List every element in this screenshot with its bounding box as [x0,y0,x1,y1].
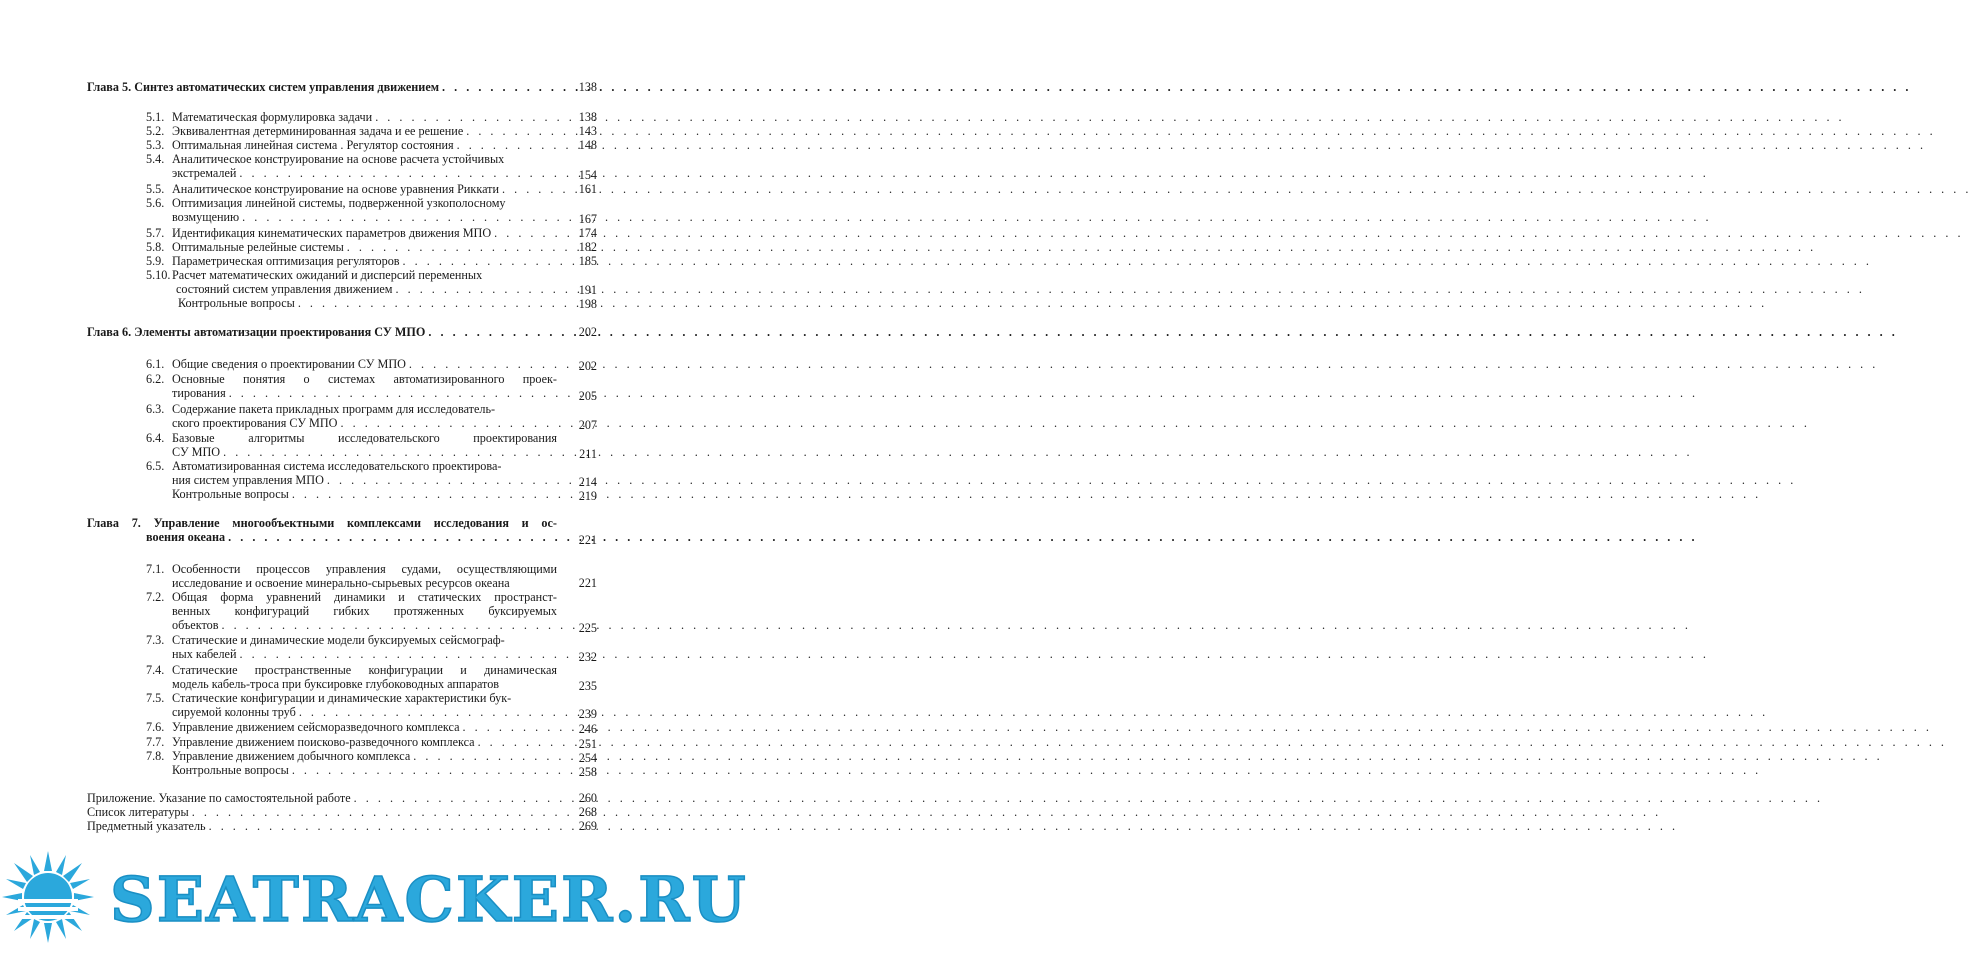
toc-entry-6-2[interactable]: 6.2. Основные понятия о системах автоматизированного проек- [146,372,557,386]
toc-entry-5-6-cont[interactable]: возмущению . . . [172,210,557,224]
toc-entry-6-4[interactable]: 6.4. Базовые алгоритмы исследовательского проектирования [146,431,557,445]
toc-entry-5-7[interactable]: 5.7. Идентификация кинематических параметров движения МПО . . . [146,226,557,240]
toc-page-number: 185 [578,254,597,268]
toc-entry-7-1-cont[interactable]: исследование и освоение минерально-сырьевых ресурсов океана [172,576,510,590]
toc-entry-7-4[interactable]: 7.4. Статические пространственные конфигурации и динамическая [146,663,557,677]
toc-page-number: 143 [578,124,597,138]
chapter-7-heading-cont[interactable]: воения океана . . . [146,530,557,544]
toc-page-number: 260 [578,791,597,805]
chapter-5-page: 138 [578,80,597,94]
toc-entry-7-7[interactable]: 7.7. Управление движением поисково-разведочного комплекса . . . [146,735,557,749]
toc-page-number: 246 [578,722,597,736]
toc-entry-5-8[interactable]: 5.8. Оптимальные релейные системы . . . [146,240,557,254]
toc-page-number: 221 [578,576,597,590]
toc-entry-6-5[interactable]: 6.5. Автоматизированная система исследовательского проектирова- [146,459,502,473]
toc-entry-7-2[interactable]: 7.2. Общая форма уравнений динамики и статических пространст- [146,590,557,604]
toc-page-number: 191 [578,283,597,297]
toc-entry-5-4[interactable]: 5.4. Аналитическое конструирование на основе расчета устойчивых [146,152,505,166]
toc-entry-7-3[interactable]: 7.3. Статические и динамические модели буксируемых сейсмограф- [146,633,505,647]
toc-entry-5-5[interactable]: 5.5. Аналитическое конструирование на основе уравнения Риккати . . . [146,182,557,196]
toc-page-number: 182 [578,240,597,254]
sun-icon [2,851,94,943]
toc-page-number: 219 [578,489,597,503]
toc-page-number: 251 [578,737,597,751]
chapter-7-page: 221 [578,533,597,547]
toc-page-number: 232 [578,650,597,664]
toc-page-number: 205 [578,389,597,403]
chapter-6-page: 202 [578,325,597,339]
toc-page-number: 174 [578,226,597,240]
toc-page-number: 258 [578,765,597,779]
toc-entry-5-10[interactable]: 5.10. Расчет математических ожиданий и дисперсий переменных [146,268,483,282]
toc-page-number: 167 [578,212,597,226]
toc-page [0,0,748,953]
toc-page-number: 214 [578,475,597,489]
chapter-5-heading[interactable]: Глава 5. Синтез автоматических систем управления движением . . . [87,80,557,94]
toc-entry-7-5-cont[interactable]: сируемой колонны труб . . . [172,705,557,719]
toc-entry-7-3-cont[interactable]: ных кабелей . . . [172,647,557,661]
toc-entry-7-8[interactable]: 7.8. Управление движением добычного комплекса . . . [146,749,557,763]
watermark-text: SEATRACKER.RU [110,863,748,936]
toc-page-number: 161 [578,182,597,196]
toc-entry-7-6[interactable]: 7.6. Управление движением сейсморазведочного комплекса . . . [146,720,557,734]
toc-entry-ch7-control[interactable]: Контрольные вопросы . . . [172,763,557,777]
toc-page-number: 202 [578,359,597,373]
toc-page-number: 198 [578,297,597,311]
toc-entry-6-3-cont[interactable]: ского проектирования СУ МПО . . . [172,416,557,430]
toc-entry-6-2-cont[interactable]: тирования . . . [172,386,557,400]
toc-entry-7-1[interactable]: 7.1. Особенности процессов управления судами, осуществляющими [146,562,557,576]
toc-entry-7-2-cont2[interactable]: объектов . . . [172,618,557,632]
toc-entry-6-4-cont[interactable]: СУ МПО . . . [172,445,557,459]
toc-page-number: 148 [578,138,597,152]
toc-entry-5-2[interactable]: 5.2. Эквивалентная детерминированная задача и ее решение . . . [146,124,557,138]
toc-page-number: 268 [578,805,597,819]
chapter-6-heading[interactable]: Глава 6. Элементы автоматизации проектирования СУ МПО . . . [87,325,557,339]
toc-page-number: 154 [578,168,597,182]
chapter-7-heading[interactable]: Глава 7. Управление многообъектными комплексами исследования и ос- [87,516,557,530]
toc-entry-5-6[interactable]: 5.6. Оптимизация линейной системы, подверженной узкополосному [146,196,506,210]
toc-entry-7-5[interactable]: 7.5. Статические конфигурации и динамические характеристики бук- [146,691,512,705]
toc-entry-6-1[interactable]: 6.1. Общие сведения о проектировании СУ МПО . . . [146,357,557,371]
toc-entry-6-3[interactable]: 6.3. Содержание пакета прикладных программ для исследователь- [146,402,496,416]
toc-page-number: 235 [578,679,597,693]
toc-entry-5-1[interactable]: 5.1. Математическая формулировка задачи . . . [146,110,557,124]
toc-page-number: 254 [578,751,597,765]
toc-entry-5-9[interactable]: 5.9. Параметрическая оптимизация регуляторов . . . [146,254,557,268]
toc-page-number: 211 [579,447,597,461]
toc-entry-literature[interactable]: Список литературы . . . [87,805,557,819]
toc-page-number: 239 [578,707,597,721]
toc-page-number: 225 [578,621,597,635]
toc-entry-5-3[interactable]: 5.3. Оптимальная линейная система . Регулятор состояния . . . [146,138,557,152]
toc-entry-appendix[interactable]: Приложение. Указание по самостоятельной работе . . . [87,791,557,805]
toc-entry-ch6-control[interactable]: Контрольные вопросы . . . [172,487,557,501]
toc-page-number: 138 [578,110,597,124]
toc-page-number: 269 [578,819,597,833]
toc-page-number: 207 [578,418,597,432]
toc-entry-6-5-cont[interactable]: ния систем управления МПО . . . [172,473,557,487]
toc-entry-5-4-cont[interactable]: экстремалей . . . [172,166,557,180]
toc-entry-index[interactable]: Предметный указатель . . . [87,819,557,833]
toc-entry-ch5-control[interactable]: Контрольные вопросы . . . [178,296,557,310]
toc-entry-7-4-cont[interactable]: модель кабель-троса при буксировке глубоководных аппаратов [172,677,500,691]
toc-entry-7-2-cont[interactable]: венных конфигураций гибких протяженных буксируемых [172,604,557,618]
toc-entry-5-10-cont[interactable]: состояний систем управления движением . . . [176,282,557,296]
